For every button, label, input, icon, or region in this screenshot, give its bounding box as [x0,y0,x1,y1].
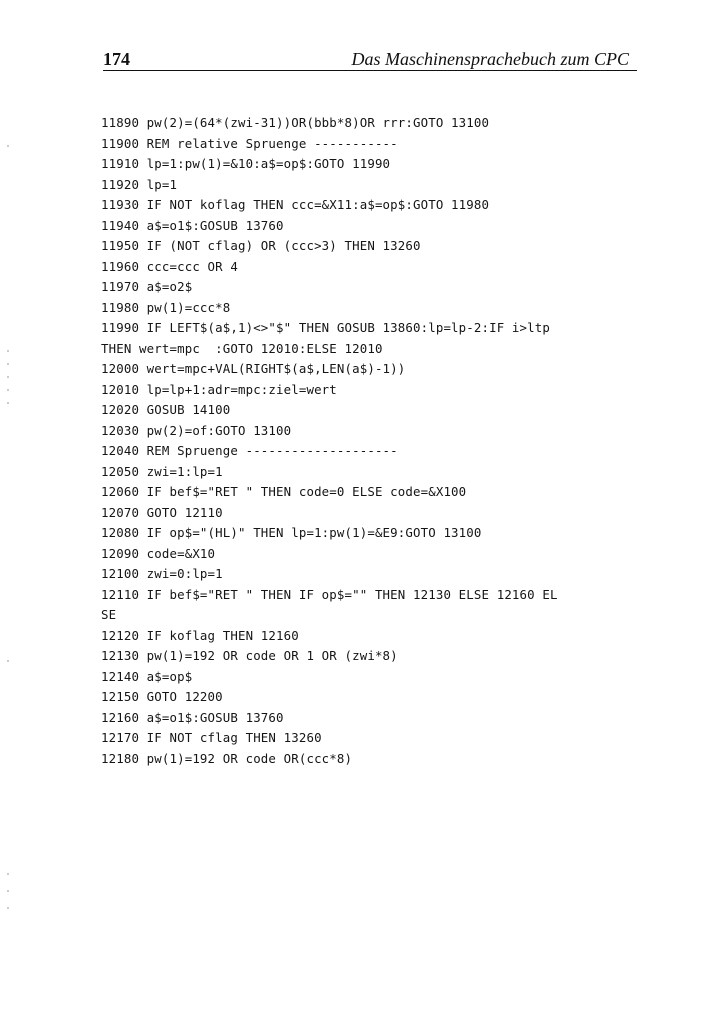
running-title: Das Maschinensprachebuch zum CPC [351,49,629,69]
code-line: 11920 lp=1 [101,176,178,192]
code-line: 12130 pw(1)=192 OR code OR 1 OR (zwi*8) [101,648,398,663]
edge-mark [7,907,9,909]
code-line: 11950 IF (NOT cflag) OR (ccc>3) THEN 13260 [101,238,421,253]
code-line: 12000 wert=mpc+VAL(RIGHT$(a$,LEN(a$)-1)) [101,361,406,376]
page-edge-marks [7,0,11,1023]
code-line: 12090 code=&X10 [101,545,216,561]
code-line: 12020 GOSUB 14100 [101,402,231,417]
code-line: 12040 REM Spruenge -------------------- [101,443,398,458]
code-line: 11970 a$=o2$ [101,279,193,294]
edge-mark [7,890,9,892]
code-line: SE [101,607,117,622]
code-line: 12180 pw(1)=192 OR code OR(ccc*8) [101,750,353,766]
code-line: 11960 ccc=ccc OR 4 [101,258,238,274]
code-line: 12120 IF koflag THEN 12160 [101,627,299,643]
code-line: 11910 lp=1:pw(1)=&10:a$=op$:GOTO 11990 [101,156,391,171]
code-line: 12140 a$=op$ [101,668,193,684]
code-line: 12030 pw(2)=of:GOTO 13100 [101,422,292,438]
page-number: 174 [103,49,130,69]
code-line: 11890 pw(2)=(64*(zwi-31))OR(bbb*8)OR rrr:GOTO 13100 [101,115,490,130]
edge-mark [7,145,9,147]
code-line: 12100 zwi=0:lp=1 [101,566,223,581]
code-line: 12080 IF op$="(HL)" THEN lp=1:pw(1)=&E9:GOTO 13100 [101,525,482,540]
code-line: 12170 IF NOT cflag THEN 13260 [101,730,322,745]
code-line: 12150 GOTO 12200 [101,689,223,704]
code-line: 12070 GOTO 12110 [101,504,223,520]
code-line: 11940 a$=o1$:GOSUB 13760 [101,217,284,233]
code-line: 12160 a$=o1$:GOSUB 13760 [101,709,284,725]
code-line: 12060 IF bef$="RET " THEN code=0 ELSE code=&X100 [101,484,467,499]
code-line: 11930 IF NOT koflag THEN ccc=&X11:a$=op$:GOTO 11980 [101,197,490,212]
edge-mark [7,402,9,404]
edge-mark [7,350,9,352]
code-line: 12010 lp=lp+1:adr=mpc:ziel=wert [101,381,337,397]
edge-mark [7,363,9,365]
edge-mark [7,660,9,662]
code-line: 11990 IF LEFT$(a$,1)<>"$" THEN GOSUB 13860:lp=lp-2:IF i>ltp [101,320,550,335]
code-line: 12110 IF bef$="RET " THEN IF op$="" THEN 12130 ELSE 12160 EL [101,586,558,602]
code-line: 11900 REM relative Spruenge ----------- [101,135,398,151]
code-line: THEN wert=mpc :GOTO 12010:ELSE 12010 [101,340,383,356]
header-rule [103,70,637,71]
edge-mark [7,376,9,378]
code-listing [101,113,649,769]
code-line: 12050 zwi=1:lp=1 [101,463,223,479]
code-line: 11980 pw(1)=ccc*8 [101,299,231,315]
edge-mark [7,873,9,875]
edge-mark [7,389,9,391]
page-header [103,48,637,70]
